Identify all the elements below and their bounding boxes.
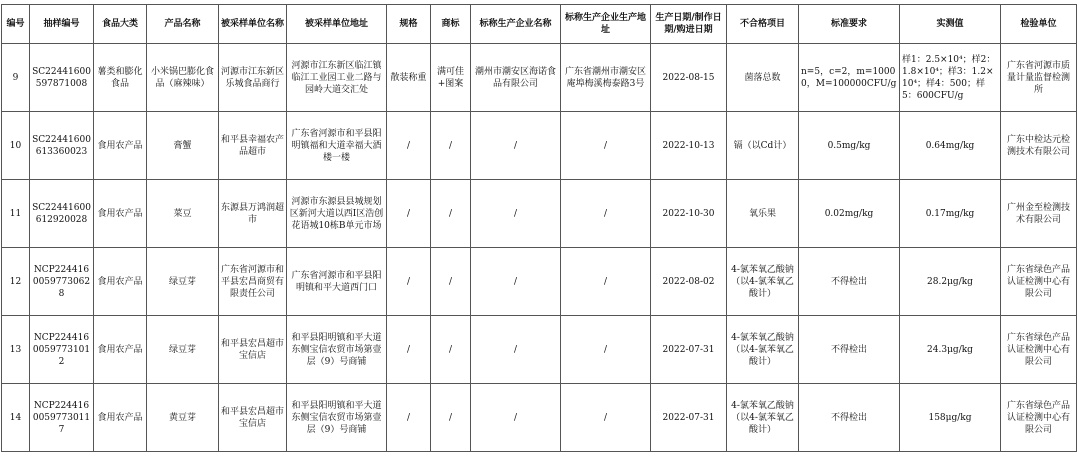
cell-sample-code: SC22441600613360023: [30, 112, 94, 180]
cell-spec: /: [387, 384, 431, 452]
header-no: 编号: [2, 5, 30, 44]
cell-sampled-address: 和平县阳明镇和平大道东侧宝信农贸市场第壹层（9）号商铺: [287, 316, 387, 384]
cell-sample-code: NCP22441600597730628: [30, 248, 94, 316]
cell-date: 2022-07-31: [651, 316, 727, 384]
cell-product: 绿豆芽: [147, 316, 219, 384]
cell-spec: /: [387, 316, 431, 384]
cell-manufacturer-address: /: [561, 180, 651, 248]
cell-sampled-unit: 广东省河源市和平县宏昌商贸有限责任公司: [219, 248, 287, 316]
table-row: [2, 248, 1077, 316]
header-failed-item: 不合格项目: [727, 5, 799, 44]
cell-manufacturer: /: [471, 112, 561, 180]
cell-brand: /: [431, 112, 471, 180]
header-measured: 实测值: [900, 5, 1001, 44]
cell-sampled-address: 和平县阳明镇和平大道东侧宝信农贸市场第壹层（9）号商铺: [287, 384, 387, 452]
table-row: [2, 112, 1077, 180]
cell-failed-item: 菌落总数: [727, 44, 799, 112]
cell-manufacturer-address: /: [561, 112, 651, 180]
cell-spec: /: [387, 248, 431, 316]
header-brand: 商标: [431, 5, 471, 44]
cell-sampled-address: 广东省河源市和平县阳明镇福和大道幸福大酒楼一楼: [287, 112, 387, 180]
cell-category: 薯类和膨化食品: [94, 44, 147, 112]
cell-sampled-unit: 河源市江东新区乐城食品商行: [219, 44, 287, 112]
cell-no: 10: [2, 112, 30, 180]
table-row: [2, 44, 1077, 112]
cell-brand: /: [431, 316, 471, 384]
cell-failed-item: 镉（以Cd计）: [727, 112, 799, 180]
cell-brand: /: [431, 384, 471, 452]
table-row: [2, 180, 1077, 248]
cell-date: 2022-10-30: [651, 180, 727, 248]
cell-sample-code: SC22441600597871008: [30, 44, 94, 112]
header-category: 食品大类: [94, 5, 147, 44]
cell-date: 2022-10-13: [651, 112, 727, 180]
cell-lab: 广东省绿色产品认证检测中心有限公司: [1001, 316, 1077, 384]
cell-manufacturer: /: [471, 180, 561, 248]
cell-sampled-unit: 和平县幸福农产品超市: [219, 112, 287, 180]
cell-spec: 散装称重: [387, 44, 431, 112]
cell-brand: 满可佳+图案: [431, 44, 471, 112]
inspection-results-table: [1, 4, 1077, 452]
header-standard: 标准要求: [799, 5, 900, 44]
cell-product: 菜豆: [147, 180, 219, 248]
cell-standard: 0.5mg/kg: [799, 112, 900, 180]
cell-date: 2022-07-31: [651, 384, 727, 452]
header-spec: 规格: [387, 5, 431, 44]
cell-lab: 广东省绿色产品认证检测中心有限公司: [1001, 384, 1077, 452]
cell-measured: [900, 44, 1001, 112]
cell-standard: n=5，c=2，m=10000，M=100000CFU/g: [799, 44, 900, 112]
cell-manufacturer: /: [471, 384, 561, 452]
table-row: [2, 316, 1077, 384]
cell-standard: 不得检出: [799, 248, 900, 316]
cell-failed-item: 4-氯苯氧乙酸钠（以4-氯苯氧乙酸计）: [727, 316, 799, 384]
cell-date: 2022-08-15: [651, 44, 727, 112]
cell-sample-code: NCP22441600597731012: [30, 316, 94, 384]
cell-category: 食用农产品: [94, 248, 147, 316]
header-manufacturer: 标称生产企业名称: [471, 5, 561, 44]
cell-manufacturer-address: /: [561, 248, 651, 316]
cell-sampled-address: 河源市江东新区临江镇临江工业园工业二路与园岭大道交汇处: [287, 44, 387, 112]
cell-measured: 24.3μg/kg: [900, 316, 1001, 384]
measured-text: 样1：2.5×10⁴；样2：1.8×10⁴；样3：1.2×10⁴；样4：500；样5：600CFU/g: [902, 54, 996, 101]
cell-measured: 0.64mg/kg: [900, 112, 1001, 180]
cell-no: 11: [2, 180, 30, 248]
table-row: [2, 384, 1077, 452]
cell-standard: 不得检出: [799, 384, 900, 452]
cell-sampled-address: 河源市东源县县城规划区新河大道以西Ⅰ区浩创花语城10栋B单元市场: [287, 180, 387, 248]
cell-brand: /: [431, 180, 471, 248]
cell-failed-item: 4-氯苯氧乙酸钠（以4-氯苯氧乙酸计）: [727, 248, 799, 316]
cell-manufacturer: /: [471, 316, 561, 384]
header-lab: 检验单位: [1001, 5, 1077, 44]
cell-sampled-unit: 和平县宏昌超市宝信店: [219, 316, 287, 384]
header-date: 生产日期/制作日期/购进日期: [651, 5, 727, 44]
header-row: [2, 5, 1077, 44]
header-product: 产品名称: [147, 5, 219, 44]
cell-product: 绿豆芽: [147, 248, 219, 316]
cell-failed-item: 4-氯苯氧乙酸钠（以4-氯苯氧乙酸计）: [727, 384, 799, 452]
cell-category: 食用农产品: [94, 316, 147, 384]
cell-product: 黄豆芽: [147, 384, 219, 452]
cell-manufacturer-address: 广东省潮州市潮安区庵埠梅溪梅泰路3号: [561, 44, 651, 112]
cell-standard: 不得检出: [799, 316, 900, 384]
cell-sample-code: SC22441600612920028: [30, 180, 94, 248]
cell-sampled-address: 广东省河源市和平县阳明镇和平大道西门口: [287, 248, 387, 316]
cell-lab: 广东省河源市质量计量监督检测所: [1001, 44, 1077, 112]
cell-spec: /: [387, 180, 431, 248]
cell-product: 膏蟹: [147, 112, 219, 180]
cell-sampled-unit: 和平县宏昌超市宝信店: [219, 384, 287, 452]
cell-lab: 广州金至检测技术有限公司: [1001, 180, 1077, 248]
cell-product: 小米锅巴膨化食品（麻辣味）: [147, 44, 219, 112]
cell-sample-code: NCP22441600597730117: [30, 384, 94, 452]
header-sampled-address: 被采样单位地址: [287, 5, 387, 44]
cell-manufacturer-address: /: [561, 384, 651, 452]
cell-no: 13: [2, 316, 30, 384]
cell-no: 12: [2, 248, 30, 316]
cell-standard: 0.02mg/kg: [799, 180, 900, 248]
cell-brand: /: [431, 248, 471, 316]
cell-measured: 158μg/kg: [900, 384, 1001, 452]
header-sampled-unit: 被采样单位名称: [219, 5, 287, 44]
cell-failed-item: 氧乐果: [727, 180, 799, 248]
cell-lab: 广东中检达元检测技术有限公司: [1001, 112, 1077, 180]
cell-sampled-unit: 东源县万鸿润超市: [219, 180, 287, 248]
cell-no: 9: [2, 44, 30, 112]
cell-measured: 28.2μg/kg: [900, 248, 1001, 316]
cell-date: 2022-08-02: [651, 248, 727, 316]
cell-spec: /: [387, 112, 431, 180]
cell-manufacturer: /: [471, 248, 561, 316]
cell-manufacturer: 潮州市潮安区海诺食品有限公司: [471, 44, 561, 112]
cell-category: 食用农产品: [94, 180, 147, 248]
cell-manufacturer-address: /: [561, 316, 651, 384]
cell-no: 14: [2, 384, 30, 452]
cell-category: 食用农产品: [94, 112, 147, 180]
header-manufacturer-address: 标称生产企业生产地址: [561, 5, 651, 44]
cell-measured: 0.17mg/kg: [900, 180, 1001, 248]
cell-lab: 广东省绿色产品认证检测中心有限公司: [1001, 248, 1077, 316]
header-sample-code: 抽样编号: [30, 5, 94, 44]
cell-category: 食用农产品: [94, 384, 147, 452]
